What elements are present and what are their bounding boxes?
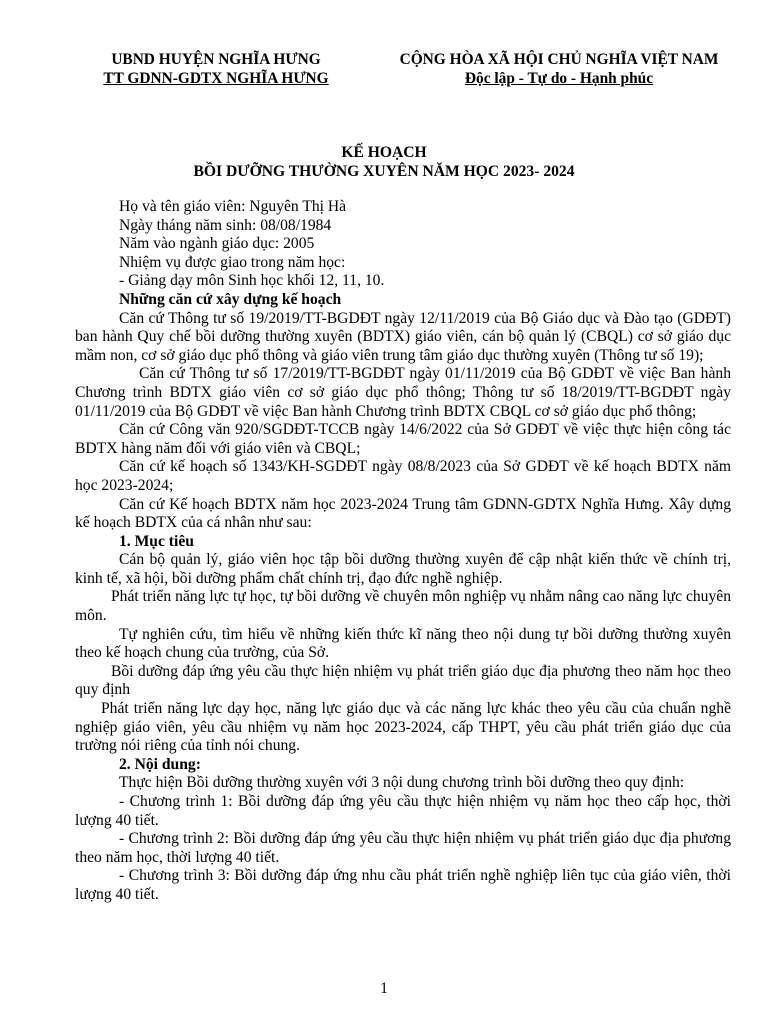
agency-line-1: UBND HUYỆN NGHĨA HƯNG [111, 51, 321, 68]
basis-paragraph: Căn cứ Thông tư số 17/2019/TT-BGDĐT ngày 01/11/2019 của Bộ GDĐT về việc Ban hành Chương trình BDTX giáo viên cơ sở giáo dục phổ thông; Thông tư số 18/2019/TT-BGDĐT ngày 01/11/2019 của Bộ GDĐT về việc Ban hành Chương trình BDTX CBQL cơ sở giáo dục phổ thông; [75, 365, 731, 420]
teacher-duty: Nhiệm vụ được giao trong năm học: [119, 253, 346, 271]
page-number: 1 [380, 980, 388, 997]
basis-paragraph: Căn cứ Kế hoạch BDTX năm học 2023-2024 Trung tâm GDNN-GDTX Nghĩa Hưng. Xây dựng kế hoạch BDTX của cá nhân như sau: [75, 495, 731, 532]
document-body [75, 198, 731, 905]
document-title: KẾ HOẠCH [341, 144, 427, 161]
content-paragraph: Thực hiện Bồi dưỡng thường xuyên với 3 nội dung chương trình bồi dưỡng theo quy định: [119, 774, 685, 792]
basis-paragraph: Căn cứ Thông tư số 19/2019/TT-BGDĐT ngày 12/11/2019 của Bộ Giáo dục và Đào tạo (GDĐT) ban hành Quy chế bồi dưỡng thường xuyên (BDTX) giáo viên, cán bộ quản lý (CBQL) cơ sở giáo dục mầm non, cơ sở giáo dục phổ thông và giáo viên trung tâm giáo dục thường xuyên (Thông tư số 19); [75, 309, 731, 364]
basis-paragraph: Căn cứ kế hoạch số 1343/KH-SGDĐT ngày 08/8/2023 của Sở GDĐT về kế hoạch BDTX năm học 2023-2024; [75, 458, 731, 494]
section-1-heading: 1. Mục tiêu [119, 532, 194, 550]
document-subtitle: BỒI DƯỠNG THƯỜNG XUYÊN NĂM HỌC 2023- 2024 [193, 163, 575, 180]
teacher-subject: - Giảng dạy môn Sinh học khối 12, 11, 10. [119, 272, 385, 290]
teacher-start-year: Năm vào ngành giáo dục: 2005 [119, 235, 315, 253]
program-item: - Chương trình 2: Bồi dưỡng đáp ứng yêu cầu thực hiện nhiệm vụ phát triển giáo dục địa phương theo năm học, thời lượng 40 tiết. [75, 830, 731, 866]
motto-line-1: CỘNG HÒA XÃ HỘI CHỦ NGHĨA VIỆT NAM [399, 51, 719, 68]
teacher-name: Họ và tên giáo viên: Nguyên Thị Hà [119, 198, 347, 215]
objective-paragraph: Bồi dưỡng đáp ứng yêu cầu thực hiện nhiệm vụ phát triển giáo dục địa phương theo năm học theo quy định [75, 662, 731, 699]
section-2-heading: 2. Nội dung: [119, 755, 201, 773]
motto-line-2: Độc lập - Tự do - Hạnh phúc [464, 70, 654, 87]
teacher-dob: Ngày tháng năm sinh: 08/08/1984 [119, 216, 332, 234]
agency-line-2: TT GDNN-GDTX NGHĨA HƯNG [103, 70, 329, 87]
program-item: - Chương trình 3: Bồi dưỡng đáp ứng nhu cầu phát triển nghề nghiệp liên tục của giáo viên, thời lượng 40 tiết. [75, 867, 731, 903]
objective-paragraph: Phát triển năng lực tự học, tự bồi dưỡng về chuyên môn nghiệp vụ nhằm nâng cao năng lực chuyên môn. [75, 588, 731, 625]
objective-paragraph: Tự nghiên cứu, tìm hiểu về những kiến thức kĩ năng theo nội dung tự bồi dưỡng thường xuyên theo kế hoạch chung của trường, của Sở. [75, 625, 731, 662]
issuing-agency [82, 50, 350, 88]
basis-paragraph: Căn cứ Công văn 920/SGDĐT-TCCB ngày 14/6/2022 của Sở GDĐT về việc thực hiện công tác BDTX hàng năm đối với giáo viên và CBQL; [75, 421, 731, 457]
basis-heading: Những căn cứ xây dựng kế hoạch [119, 290, 342, 308]
objective-paragraph: Phát triển năng lực dạy học, năng lực giáo dục và các năng lực khác theo yêu cầu của chuẩn nghề nghiệp giáo viên, yêu cầu nhiệm vụ năm học 2023-2024, cấp THPT, yêu cầu phát triển giáo dục của trường nói riêng của tỉnh nói chung. [75, 700, 731, 755]
objective-paragraph: Cán bộ quản lý, giáo viên học tập bồi dưỡng thường xuyên để cập nhật kiến thức về chính trị, kinh tế, xã hội, bồi dưỡng phẩm chất chính trị, đạo đức nghề nghiệp. [75, 551, 731, 587]
national-motto [364, 50, 754, 88]
program-item: - Chương trình 1: Bồi dưỡng đáp ứng yêu cầu thực hiện nhiệm vụ năm học theo cấp học, thời lượng 40 tiết. [75, 793, 731, 829]
